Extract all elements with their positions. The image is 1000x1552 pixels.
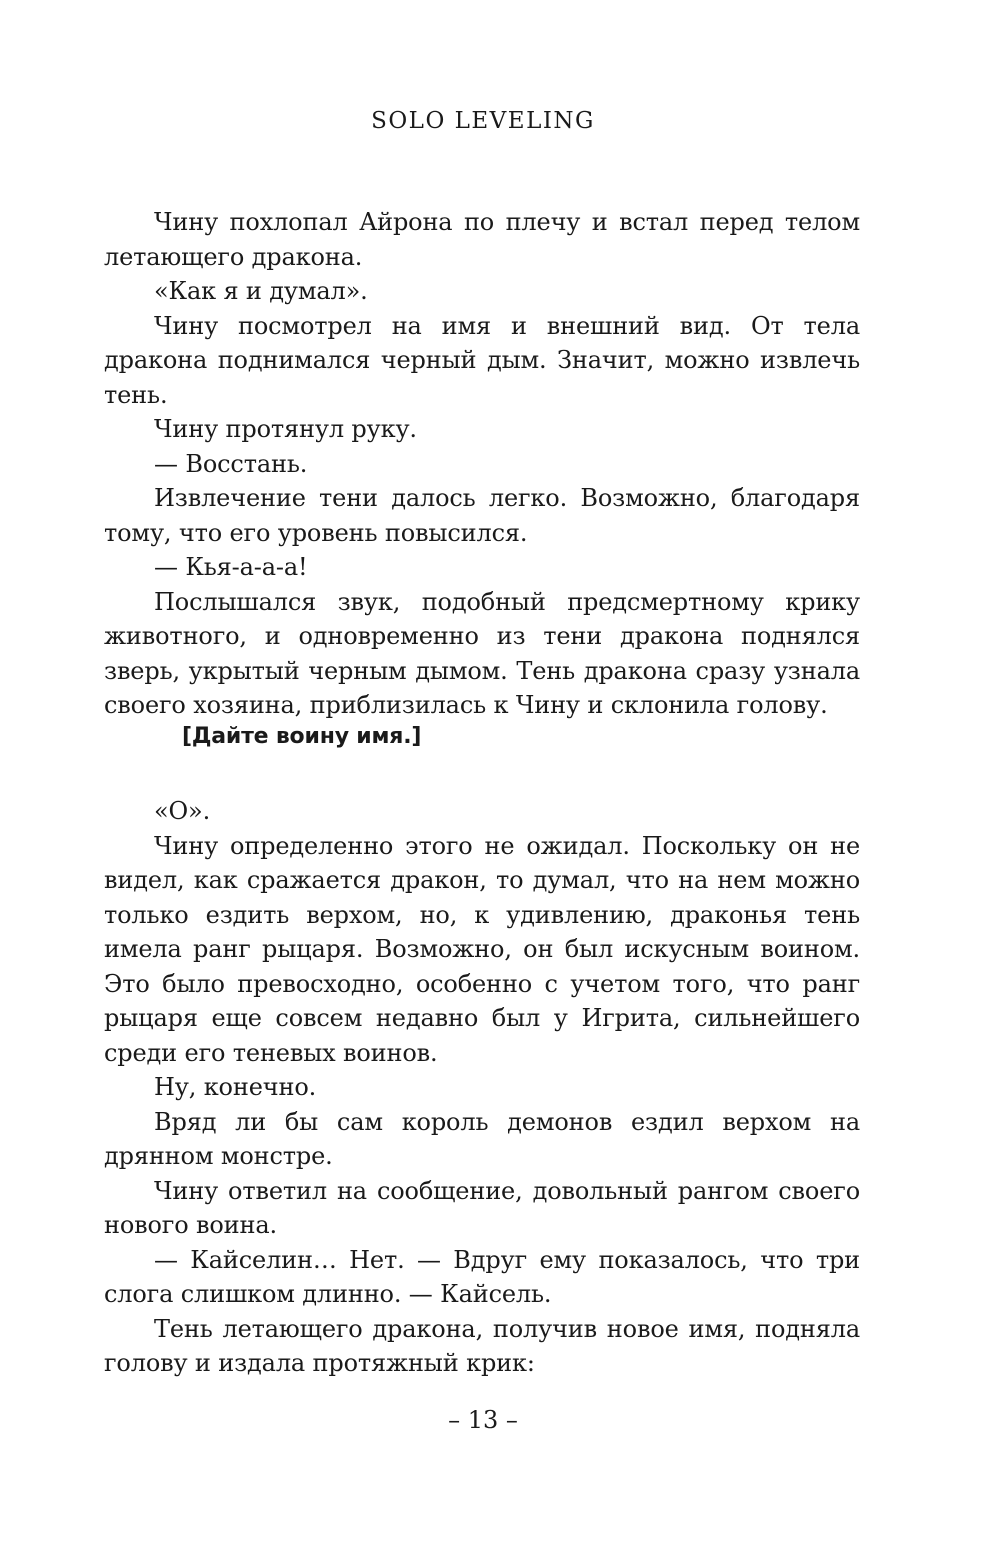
paragraph: Чину похлопал Айрона по плечу и встал перед телом летающего дракона.: [104, 208, 860, 271]
paragraph: Послышался звук, подобный предсмертному крику животного, и одновременно из тени дракона поднялся зверь, укрытый черным дымом. Тень дракона сразу узнала своего хозяина, приблизилась к Чину и склонила голову.: [104, 587, 860, 719]
paragraph: — Кья-а-а-а!: [154, 553, 308, 581]
system-message: [Дайте воину имя.]: [182, 724, 422, 749]
paragraph: Чину определенно этого не ожидал. Поскольку он не видел, как сражается дракон, то думал, что на нем можно только ездить верхом, но, к удивлению, драконья тень имела ранг рыцаря. Возможно, он был искусным воином. Это было превосходно, особенно с учетом того, что ранг рыцаря еще совсем недавно был у Игрита, сильнейшего среди его теневых воинов.: [104, 831, 860, 1067]
body-text-section-1: [104, 205, 860, 723]
paragraph: — Кайселин… Нет. — Вдруг ему показалось, что три слога слишком длинно. — Кайсель.: [104, 1245, 860, 1308]
paragraph: Тень летающего дракона, получив новое имя, подняла голову и издала протяжный крик:: [104, 1314, 860, 1377]
paragraph: Извлечение тени далось легко. Возможно, благодаря тому, что его уровень повысился.: [104, 484, 860, 547]
paragraph: «Как я и думал».: [154, 277, 368, 305]
paragraph: Чину посмотрел на имя и внешний вид. От тела дракона поднимался черный дым. Значит, можно извлечь тень.: [104, 311, 860, 409]
paragraph: — Восстань.: [154, 449, 308, 478]
paragraph: Ну, конечно.: [154, 1073, 317, 1101]
paragraph: «О».: [154, 797, 211, 825]
page-number: – 13 –: [448, 1406, 518, 1434]
paragraph: Чину протянул руку.: [154, 415, 417, 443]
paragraph: Чину ответил на сообщение, довольный рангом своего нового воина.: [104, 1176, 860, 1239]
body-text-section-2: [104, 794, 860, 1381]
paragraph: Вряд ли бы сам король демонов ездил верхом на дрянном монстре.: [104, 1107, 860, 1170]
running-header: SOLO LEVELING: [371, 108, 595, 134]
